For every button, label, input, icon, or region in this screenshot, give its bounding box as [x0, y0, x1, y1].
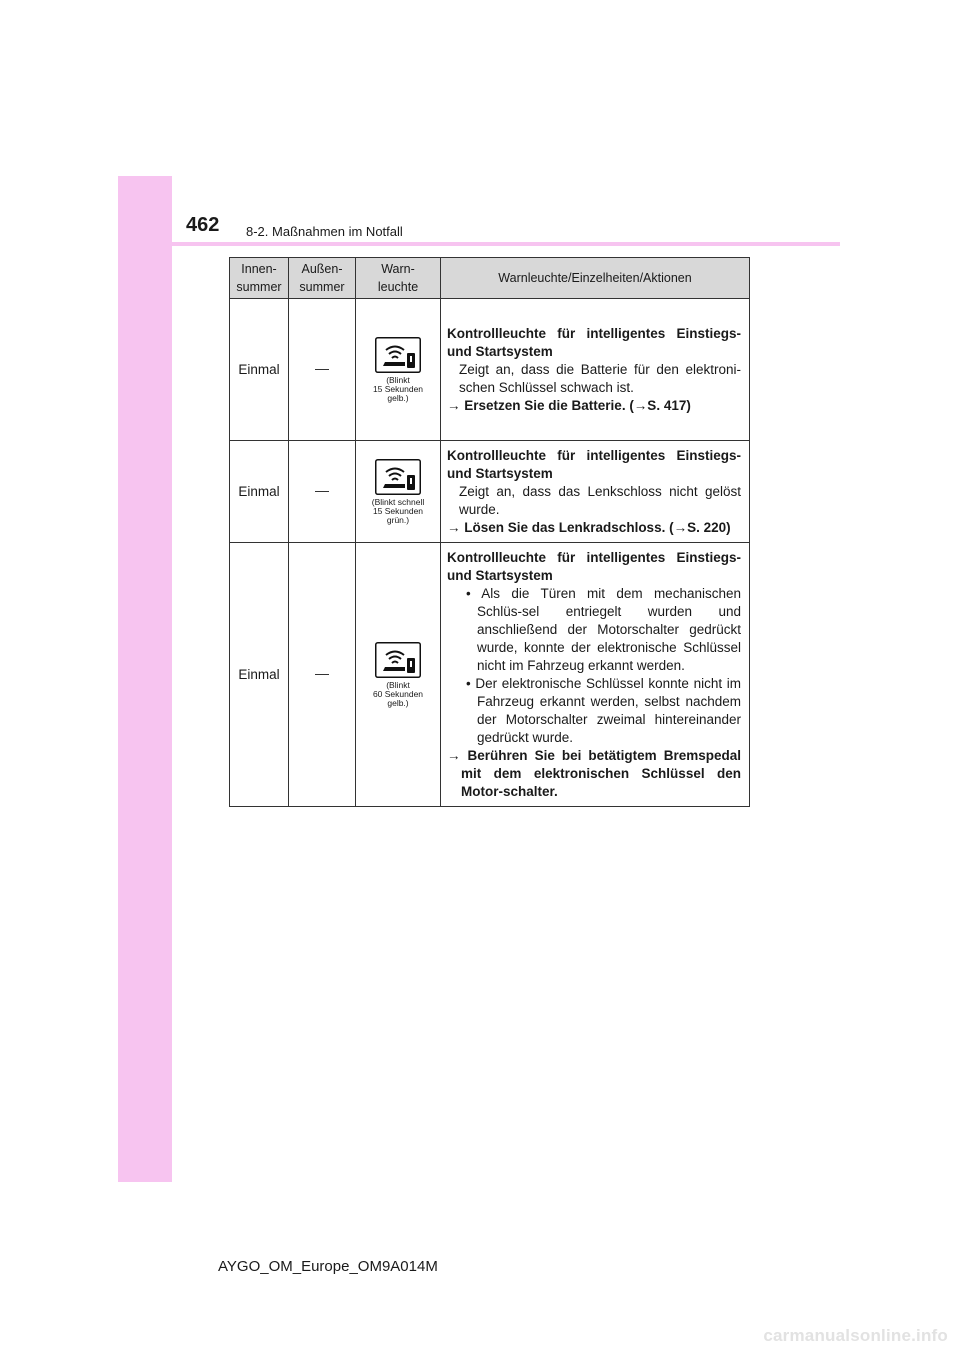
inner-buzzer-cell: Einmal [230, 441, 289, 543]
warning-light-cell [356, 441, 441, 543]
outer-buzzer-cell [289, 543, 356, 807]
outer-buzzer-cell [289, 299, 356, 441]
inner-buzzer-cell: Einmal [230, 543, 289, 807]
entry-detail: Zeigt an, dass das Lenkschloss nicht gelöst wurde. [459, 484, 741, 517]
section-title: 8-2. Maßnahmen im Notfall [246, 224, 403, 239]
inner-buzzer-cell: Einmal [230, 299, 289, 441]
header-outer-buzzer: Außen- summer [289, 258, 356, 299]
page-number: 462 [186, 214, 220, 236]
icon-caption: (Blinkt 15 Sekunden gelb.) [372, 374, 424, 403]
smart-key-indicator-icon [375, 642, 421, 678]
table-row [230, 543, 750, 807]
header-inner-buzzer: Innen- summer [230, 258, 289, 299]
warning-light-cell [356, 543, 441, 807]
entry-title: Kontrollleuchte für intelligentes Einstiegs- und Startsystem [447, 448, 741, 481]
header-details: Warnleuchte/Einzelheiten/Aktionen [441, 258, 750, 299]
header-rule [118, 242, 840, 246]
footer-code: AYGO_OM_Europe_OM9A014M [218, 1258, 438, 1275]
smart-key-indicator-icon [375, 459, 421, 495]
icon-caption: (Blinkt schnell 15 Sekunden grün.) [371, 496, 425, 525]
header-warning-light: Warn- leuchte [356, 258, 441, 299]
details-cell [441, 543, 750, 807]
entry-detail: Zeigt an, dass die Batterie für den elektroni-schen Schlüssel schwach ist. [459, 362, 741, 395]
warning-light-cell [356, 299, 441, 441]
table-row [230, 441, 750, 543]
outer-buzzer-cell [289, 441, 356, 543]
smart-key-indicator-icon [375, 337, 421, 373]
entry-action: → Berühren Sie bei betätigtem Bremspedal mit dem elektronischen Schlüssel den Motor-schalter. [447, 748, 741, 799]
table-row [230, 299, 750, 441]
details-cell [441, 299, 750, 441]
entry-title: Kontrollleuchte für intelligentes Einstiegs- und Startsystem [447, 550, 741, 583]
entry-bullet: • Der elektronische Schlüssel konnte nicht im Fahrzeug erkannt werden, selbst nachdem der Motorschalter zweimal hintereinander gedrückt wurde. [466, 676, 741, 745]
dash [315, 674, 329, 675]
dash [315, 491, 329, 492]
entry-action: → Ersetzen Sie die Batterie. (→S. 417) [447, 398, 691, 413]
side-tab [118, 176, 172, 1182]
dash [315, 369, 329, 370]
warning-table [229, 257, 750, 807]
icon-caption: (Blinkt 60 Sekunden gelb.) [372, 679, 424, 708]
details-cell [441, 441, 750, 543]
table-header-row [230, 258, 750, 299]
entry-title: Kontrollleuchte für intelligentes Einstiegs- und Startsystem [447, 326, 741, 359]
entry-action: → Lösen Sie das Lenkradschloss. (→S. 220) [447, 520, 731, 535]
watermark: carmanualsonline.info [763, 1326, 948, 1345]
entry-bullet: • Als die Türen mit dem mechanischen Schlüs-sel entriegelt wurden und anschließend der Motorschalter gedrückt wurde, konnte der elektronische Schlüssel nicht im Fahrzeug erkannt werden. [466, 586, 741, 673]
